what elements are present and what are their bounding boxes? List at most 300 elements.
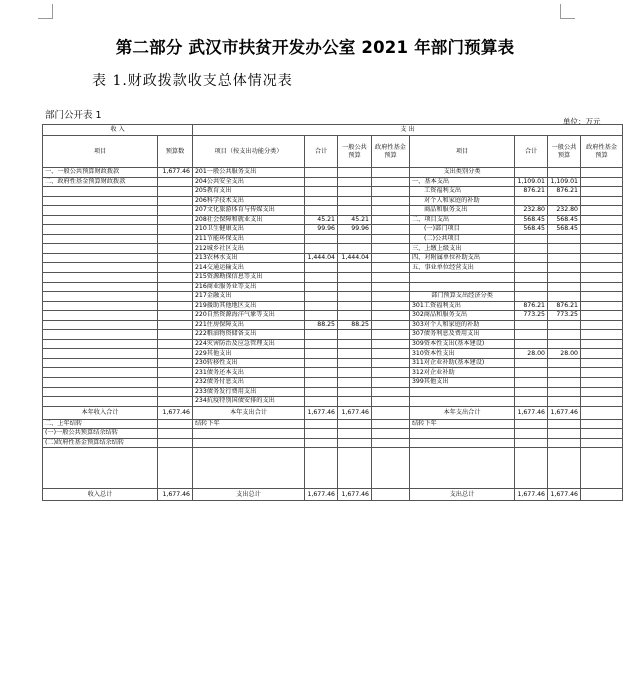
cell-h xyxy=(515,244,548,254)
cell-h xyxy=(515,196,548,206)
cell-b: 1,677.46 xyxy=(158,168,193,178)
cell-b xyxy=(158,234,193,244)
cell-i: 876.21 xyxy=(548,301,581,311)
page-title: 第二部分 武汉市扶贫开发办公室 2021 年部门预算表 xyxy=(115,38,515,57)
cell-g: 五、事业单位经营支出 xyxy=(410,263,515,273)
column-header-row xyxy=(43,136,623,168)
cell-c: 214交通运输支出 xyxy=(193,263,305,273)
cell-i xyxy=(548,330,581,340)
cell-d: 88.25 xyxy=(305,320,338,330)
cell-i xyxy=(548,292,581,302)
income-group-header: 收 入 xyxy=(43,125,193,136)
table-row xyxy=(43,225,623,235)
cell-j xyxy=(581,489,623,501)
cell-d: 45.21 xyxy=(305,215,338,225)
cell-g: 399其他支出 xyxy=(410,378,515,388)
cell-a xyxy=(43,378,158,388)
cell-f xyxy=(372,253,410,263)
cell-c: 204公共安全支出 xyxy=(193,177,305,187)
cell-b xyxy=(158,253,193,263)
cell-i: 28.00 xyxy=(548,349,581,359)
cell-d xyxy=(305,206,338,216)
cell-b xyxy=(158,358,193,368)
cell-h xyxy=(515,320,548,330)
cell-d: 1,677.46 xyxy=(305,489,338,501)
cell-j xyxy=(581,378,623,388)
table-row xyxy=(43,234,623,244)
cell-d xyxy=(305,168,338,178)
cell-i xyxy=(548,320,581,330)
cell-e xyxy=(338,282,372,292)
cell-h xyxy=(515,339,548,349)
cell-f xyxy=(372,489,410,501)
cell-c: 222粮油物资储备支出 xyxy=(193,330,305,340)
cell-h: 773.25 xyxy=(515,311,548,321)
cell-j xyxy=(581,215,623,225)
cell-e xyxy=(338,438,372,448)
cell-h: 568.45 xyxy=(515,215,548,225)
cell-d xyxy=(305,368,338,378)
cell-d xyxy=(305,349,338,359)
cell-b xyxy=(158,177,193,187)
cell-g: 部门预算支出经济分类 xyxy=(410,292,515,302)
table-subtitle: 表 1.财政拨款收支总体情况表 xyxy=(92,73,293,89)
cell-j xyxy=(581,387,623,397)
cell-d xyxy=(305,358,338,368)
cell-e xyxy=(338,301,372,311)
cell-b xyxy=(158,429,193,439)
cell-e xyxy=(338,368,372,378)
cell-e xyxy=(338,196,372,206)
cell-j xyxy=(581,206,623,216)
cell-i: 568.45 xyxy=(548,215,581,225)
empty-cell xyxy=(372,448,410,489)
empty-cell xyxy=(305,448,338,489)
cell-i: 1,677.46 xyxy=(548,406,581,419)
cell-h xyxy=(515,397,548,407)
cell-c: 本年支出合计 xyxy=(193,406,305,419)
cell-a xyxy=(43,339,158,349)
cell-i xyxy=(548,234,581,244)
cell-c: 206科学技术支出 xyxy=(193,196,305,206)
empty-cell xyxy=(515,448,548,489)
cell-b xyxy=(158,282,193,292)
cell-h: 1,109.01 xyxy=(515,177,548,187)
cell-d xyxy=(305,429,338,439)
cell-h xyxy=(515,438,548,448)
cell-j xyxy=(581,320,623,330)
cell-h xyxy=(515,358,548,368)
cell-h xyxy=(515,330,548,340)
carry-row xyxy=(43,429,623,439)
cell-i: 568.45 xyxy=(548,225,581,235)
cell-f xyxy=(372,177,410,187)
cell-c: 211节能环保支出 xyxy=(193,234,305,244)
cell-e xyxy=(338,187,372,197)
table-row xyxy=(43,387,623,397)
cell-g: 312对企业补助 xyxy=(410,368,515,378)
cell-g: 311对企业补助(基本建设) xyxy=(410,358,515,368)
table-row xyxy=(43,320,623,330)
cell-c: 216商业服务业等支出 xyxy=(193,282,305,292)
cell-e: 1,677.46 xyxy=(338,406,372,419)
cell-e xyxy=(338,429,372,439)
cell-f xyxy=(372,282,410,292)
cell-g: 二、项目支出 xyxy=(410,215,515,225)
header-general-budget: 一般公共预算 xyxy=(338,136,372,168)
cell-g: 商品和服务支出 xyxy=(410,206,515,216)
cell-a xyxy=(43,301,158,311)
header-expense-type-item: 项目 xyxy=(410,136,515,168)
cell-i xyxy=(548,387,581,397)
cell-c: 233债务发行费用支出 xyxy=(193,387,305,397)
table-row xyxy=(43,311,623,321)
header-income-item: 项目 xyxy=(43,136,158,168)
cell-j xyxy=(581,282,623,292)
cell-g xyxy=(410,397,515,407)
table-row xyxy=(43,378,623,388)
table-row xyxy=(43,206,623,216)
cell-g: (二)公共项目 xyxy=(410,234,515,244)
cell-j xyxy=(581,196,623,206)
cell-i xyxy=(548,244,581,254)
crop-mark-right xyxy=(560,4,575,19)
cell-e xyxy=(338,387,372,397)
cell-h xyxy=(515,263,548,273)
cell-d xyxy=(305,177,338,187)
cell-j xyxy=(581,225,623,235)
cell-h xyxy=(515,168,548,178)
cell-f xyxy=(372,244,410,254)
cell-i xyxy=(548,168,581,178)
table-row xyxy=(43,330,623,340)
cell-f xyxy=(372,320,410,330)
table-row xyxy=(43,358,623,368)
cell-a xyxy=(43,263,158,273)
cell-h xyxy=(515,368,548,378)
cell-f xyxy=(372,349,410,359)
cell-d xyxy=(305,263,338,273)
cell-g: 本年支出合计 xyxy=(410,406,515,419)
unit-label: 单位：万元 xyxy=(563,117,601,126)
empty-cell xyxy=(193,448,305,489)
cell-b: 1,677.46 xyxy=(158,406,193,419)
table-row xyxy=(43,215,623,225)
cell-e xyxy=(338,234,372,244)
cell-g: 三、上缴上级支出 xyxy=(410,244,515,254)
cell-b xyxy=(158,215,193,225)
cell-c: 230转移性支出 xyxy=(193,358,305,368)
cell-f xyxy=(372,263,410,273)
cell-f xyxy=(372,378,410,388)
cell-d xyxy=(305,187,338,197)
table-row xyxy=(43,339,623,349)
cell-h: 232.80 xyxy=(515,206,548,216)
cell-a xyxy=(43,311,158,321)
cell-e: 1,444.04 xyxy=(338,253,372,263)
cell-j xyxy=(581,368,623,378)
cell-g: (一)部门项目 xyxy=(410,225,515,235)
table-row xyxy=(43,282,623,292)
cell-j xyxy=(581,397,623,407)
header-gov-fund-2: 政府性基金预算 xyxy=(581,136,623,168)
cell-i xyxy=(548,253,581,263)
cell-e xyxy=(338,419,372,429)
cell-d xyxy=(305,330,338,340)
cell-a xyxy=(43,206,158,216)
cell-h xyxy=(515,429,548,439)
cell-f xyxy=(372,206,410,216)
cell-h: 1,677.46 xyxy=(515,406,548,419)
header-gov-fund: 政府性基金预算 xyxy=(372,136,410,168)
cell-d xyxy=(305,339,338,349)
cell-b xyxy=(158,244,193,254)
cell-h: 28.00 xyxy=(515,349,548,359)
cell-c: 234抗疫特别国债安排的支出 xyxy=(193,397,305,407)
cell-a: 二、政府性基金预算财政拨款 xyxy=(43,177,158,187)
cell-b xyxy=(158,330,193,340)
cell-d xyxy=(305,438,338,448)
spacer-row xyxy=(43,448,623,489)
cell-b xyxy=(158,311,193,321)
cell-a xyxy=(43,187,158,197)
cell-a xyxy=(43,292,158,302)
table-row xyxy=(43,263,623,273)
table-row xyxy=(43,177,623,187)
table-row xyxy=(43,253,623,263)
cell-b xyxy=(158,320,193,330)
cell-f xyxy=(372,429,410,439)
cell-e xyxy=(338,206,372,216)
table-row xyxy=(43,349,623,359)
cell-b xyxy=(158,368,193,378)
table-row xyxy=(43,187,623,197)
cell-f xyxy=(372,187,410,197)
cell-f xyxy=(372,406,410,419)
cell-j xyxy=(581,234,623,244)
cell-f xyxy=(372,419,410,429)
cell-e xyxy=(338,273,372,283)
cell-a xyxy=(43,330,158,340)
cell-e xyxy=(338,263,372,273)
cell-f xyxy=(372,273,410,283)
cell-b xyxy=(158,263,193,273)
cell-i: 1,677.46 xyxy=(548,489,581,501)
cell-f xyxy=(372,301,410,311)
cell-c: 210卫生健康支出 xyxy=(193,225,305,235)
cell-e xyxy=(338,330,372,340)
cell-g: 对个人和家庭的补助 xyxy=(410,196,515,206)
cell-a xyxy=(43,273,158,283)
cell-c: 220自然资源海洋气象等支出 xyxy=(193,311,305,321)
cell-i xyxy=(548,419,581,429)
cell-b xyxy=(158,273,193,283)
cell-g: 307债务利息及费用支出 xyxy=(410,330,515,340)
cell-g xyxy=(410,438,515,448)
cell-d xyxy=(305,387,338,397)
cell-j xyxy=(581,311,623,321)
cell-j xyxy=(581,330,623,340)
group-header-row xyxy=(43,125,623,136)
cell-d xyxy=(305,397,338,407)
year-total-row xyxy=(43,406,623,419)
cell-b xyxy=(158,378,193,388)
cell-g xyxy=(410,387,515,397)
cell-h xyxy=(515,273,548,283)
cell-g: 302商品和服务支出 xyxy=(410,311,515,321)
cell-i xyxy=(548,263,581,273)
cell-e: 99.96 xyxy=(338,225,372,235)
table-row xyxy=(43,397,623,407)
cell-j xyxy=(581,301,623,311)
cell-i xyxy=(548,196,581,206)
cell-i: 232.80 xyxy=(548,206,581,216)
cell-j xyxy=(581,292,623,302)
cell-c: 219援助其他地区支出 xyxy=(193,301,305,311)
cell-e xyxy=(338,378,372,388)
cell-h xyxy=(515,378,548,388)
cell-j xyxy=(581,263,623,273)
cell-b xyxy=(158,339,193,349)
table-row xyxy=(43,368,623,378)
cell-d xyxy=(305,234,338,244)
cell-i xyxy=(548,368,581,378)
cell-g xyxy=(410,282,515,292)
cell-a: 收入总计 xyxy=(43,489,158,501)
header-income-budget: 预算数 xyxy=(158,136,193,168)
cell-g: 303对个人和家庭的补助 xyxy=(410,320,515,330)
cell-i: 1,109.01 xyxy=(548,177,581,187)
table-row xyxy=(43,292,623,302)
cell-g: 四、对附属单位补助支出 xyxy=(410,253,515,263)
cell-d xyxy=(305,378,338,388)
cell-c: 217金融支出 xyxy=(193,292,305,302)
cell-e xyxy=(338,397,372,407)
cell-g: 支出类别分类 xyxy=(410,168,515,178)
cell-j xyxy=(581,187,623,197)
cell-a xyxy=(43,349,158,359)
cell-e: 1,677.46 xyxy=(338,489,372,501)
table-row xyxy=(43,196,623,206)
cell-j xyxy=(581,339,623,349)
cell-g: 309资本性支出(基本建设) xyxy=(410,339,515,349)
header-total: 合计 xyxy=(305,136,338,168)
cell-h xyxy=(515,387,548,397)
table-row xyxy=(43,301,623,311)
cell-i xyxy=(548,397,581,407)
cell-e: 88.25 xyxy=(338,320,372,330)
cell-f xyxy=(372,215,410,225)
expense-group-header: 支 出 xyxy=(193,125,623,136)
cell-c: 201一般公共服务支出 xyxy=(193,168,305,178)
cell-a: 本年收入合计 xyxy=(43,406,158,419)
cell-f xyxy=(372,397,410,407)
cell-f xyxy=(372,234,410,244)
cell-c: 229其他支出 xyxy=(193,349,305,359)
cell-c xyxy=(193,429,305,439)
cell-a xyxy=(43,253,158,263)
cell-c: 207文化旅游体育与传媒支出 xyxy=(193,206,305,216)
cell-h xyxy=(515,282,548,292)
cell-h xyxy=(515,292,548,302)
cell-j xyxy=(581,177,623,187)
cell-a xyxy=(43,358,158,368)
cell-j xyxy=(581,406,623,419)
cell-c: 205教育支出 xyxy=(193,187,305,197)
empty-cell xyxy=(43,448,158,489)
grand-total-row xyxy=(43,489,623,501)
cell-f xyxy=(372,358,410,368)
cell-d: 1,677.46 xyxy=(305,406,338,419)
cell-c xyxy=(193,438,305,448)
cell-f xyxy=(372,225,410,235)
cell-c: 212城乡社区支出 xyxy=(193,244,305,254)
empty-cell xyxy=(338,448,372,489)
cell-b xyxy=(158,225,193,235)
cell-i xyxy=(548,378,581,388)
cell-a xyxy=(43,196,158,206)
cell-a: 一、一般公共预算财政拨款 xyxy=(43,168,158,178)
cell-g: 支出总计 xyxy=(410,489,515,501)
table-row xyxy=(43,168,623,178)
cell-b xyxy=(158,438,193,448)
empty-cell xyxy=(158,448,193,489)
cell-f xyxy=(372,438,410,448)
cell-d xyxy=(305,419,338,429)
cell-e: 45.21 xyxy=(338,215,372,225)
cell-g: 301工资福利支出 xyxy=(410,301,515,311)
cell-j xyxy=(581,244,623,254)
cell-d: 99.96 xyxy=(305,225,338,235)
cell-j xyxy=(581,358,623,368)
cell-h: 1,677.46 xyxy=(515,489,548,501)
cell-b xyxy=(158,387,193,397)
cell-e xyxy=(338,292,372,302)
cell-b xyxy=(158,349,193,359)
cell-j xyxy=(581,273,623,283)
cell-a xyxy=(43,234,158,244)
cell-c: 支出总计 xyxy=(193,489,305,501)
crop-mark-left xyxy=(38,4,53,19)
cell-i: 876.21 xyxy=(548,187,581,197)
cell-i xyxy=(548,358,581,368)
header-total-2: 合计 xyxy=(515,136,548,168)
cell-f xyxy=(372,292,410,302)
cell-d xyxy=(305,273,338,283)
cell-f xyxy=(372,196,410,206)
cell-c: 结转下年 xyxy=(193,419,305,429)
form-number: 部门公开表 1 xyxy=(45,110,102,121)
cell-h xyxy=(515,234,548,244)
cell-d: 1,444.04 xyxy=(305,253,338,263)
cell-b xyxy=(158,187,193,197)
cell-b: 1,677.46 xyxy=(158,489,193,501)
cell-d xyxy=(305,311,338,321)
cell-a xyxy=(43,387,158,397)
cell-c: 231债务还本支出 xyxy=(193,368,305,378)
table-row xyxy=(43,273,623,283)
cell-a xyxy=(43,244,158,254)
cell-g xyxy=(410,273,515,283)
header-general-budget-2: 一般公共预算 xyxy=(548,136,581,168)
cell-h: 876.21 xyxy=(515,301,548,311)
empty-cell xyxy=(410,448,515,489)
cell-j xyxy=(581,168,623,178)
cell-b xyxy=(158,292,193,302)
cell-d xyxy=(305,244,338,254)
cell-e xyxy=(338,339,372,349)
cell-i xyxy=(548,438,581,448)
